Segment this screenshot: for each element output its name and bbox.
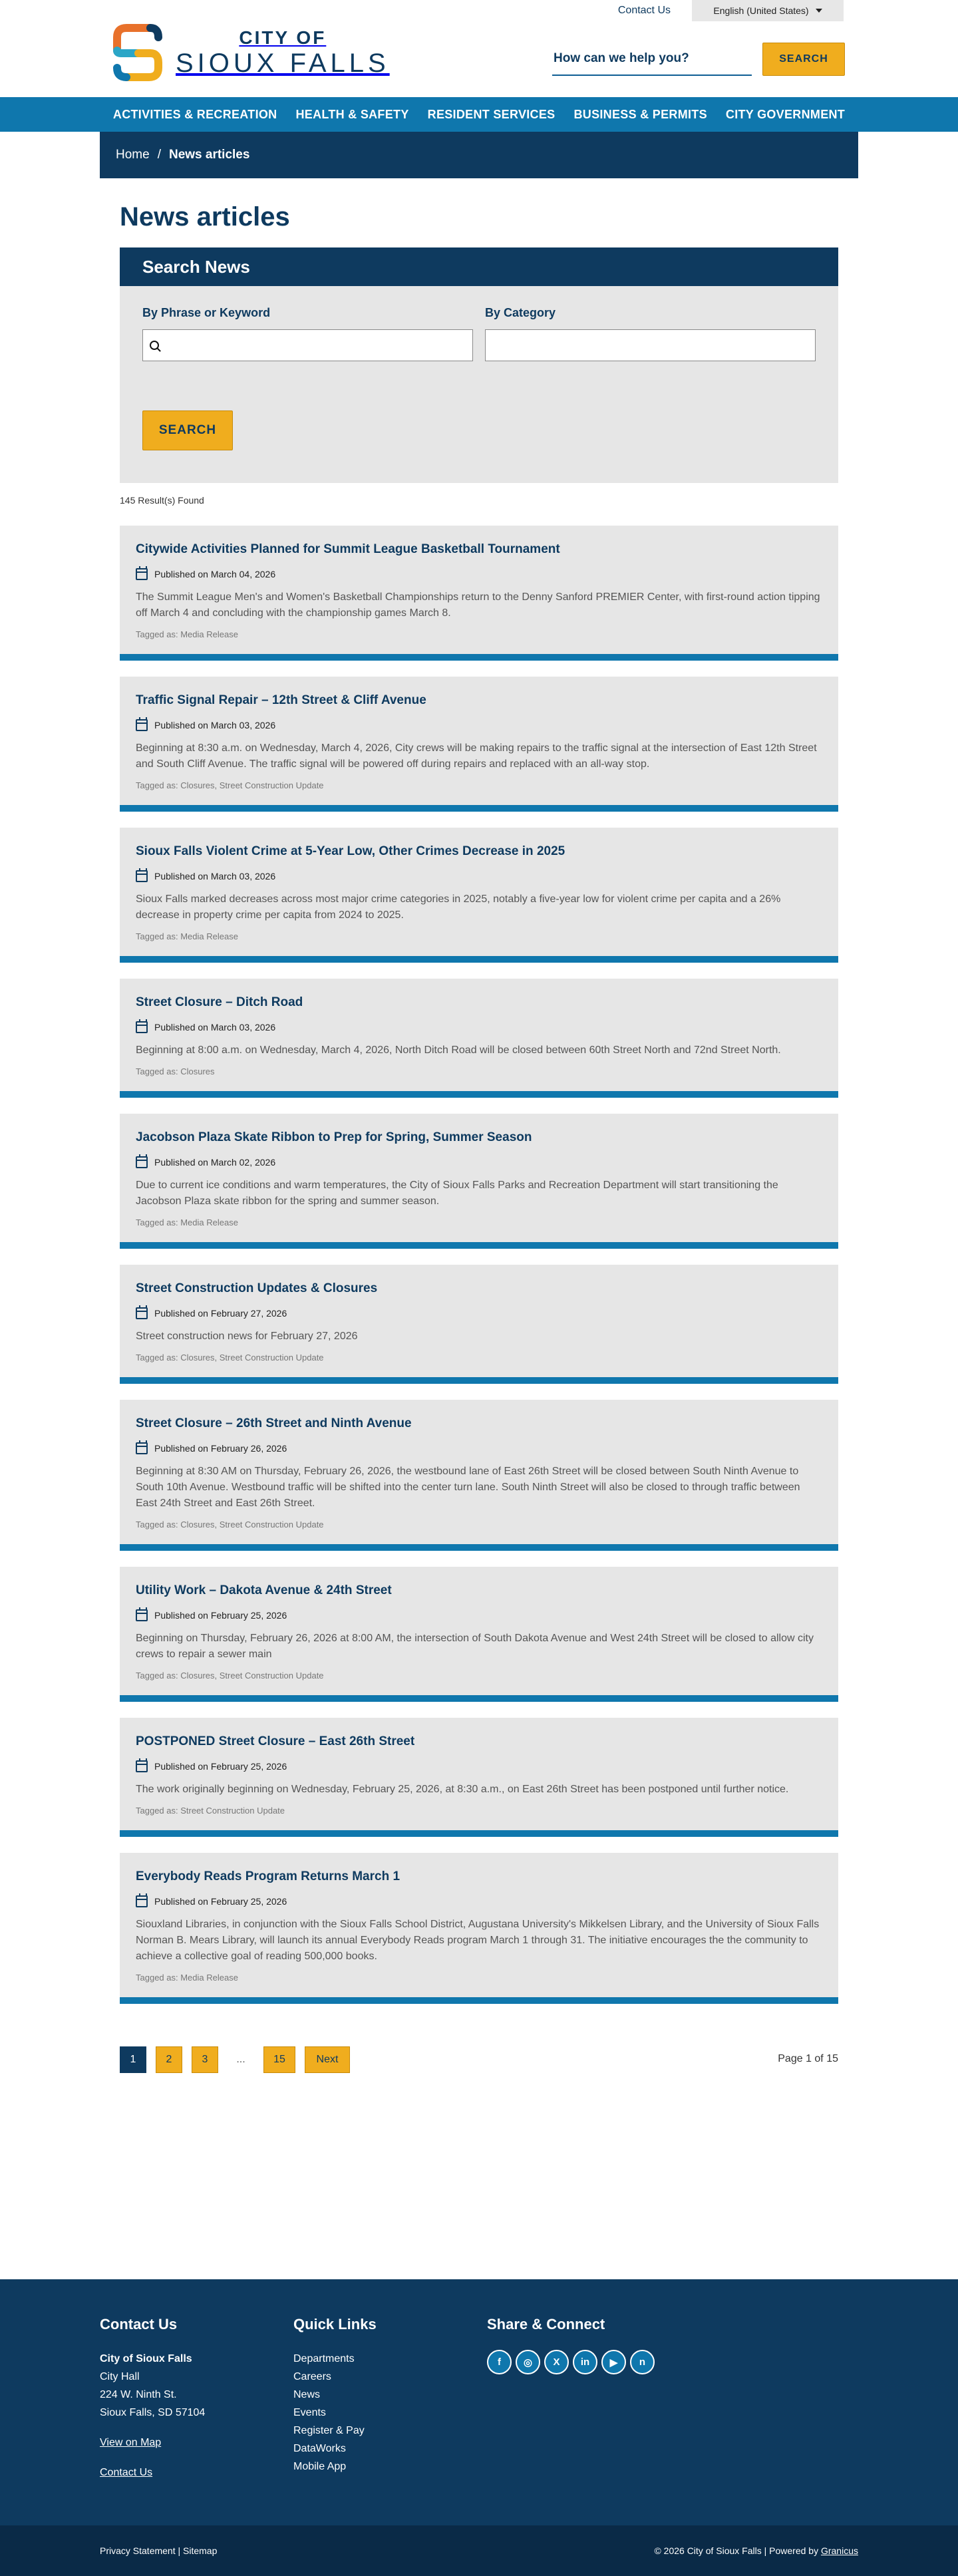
page-3-button[interactable]: 3 bbox=[192, 2046, 218, 2073]
article-date: Published on March 03, 2026 bbox=[154, 1022, 276, 1033]
calendar-icon bbox=[136, 1895, 148, 1907]
page-15-button[interactable]: 15 bbox=[263, 2046, 295, 2073]
article-tags: Tagged as: Closures, Street Construction Update bbox=[136, 780, 324, 790]
breadcrumb-separator: / bbox=[157, 148, 161, 162]
header-search-input[interactable] bbox=[552, 43, 752, 76]
article-title-link[interactable]: Utility Work – Dakota Avenue & 24th Street bbox=[136, 1583, 392, 1597]
instagram-icon[interactable]: ◎ bbox=[516, 2350, 540, 2374]
footer-contact-heading: Contact Us bbox=[100, 2316, 178, 2333]
footer-contact-us-link[interactable]: Contact Us bbox=[100, 2467, 153, 2478]
nav-resident-services[interactable]: RESIDENT SERVICES bbox=[427, 107, 556, 121]
logo-city-of: CITY OF bbox=[239, 27, 327, 48]
footer-link-dataworks[interactable]: DataWorks bbox=[293, 2443, 346, 2454]
news-article bbox=[120, 1853, 838, 2004]
article-title-link[interactable]: Everybody Reads Program Returns March 1 bbox=[136, 1869, 400, 1883]
article-meta bbox=[136, 869, 822, 884]
article-tags: Tagged as: Closures bbox=[136, 1066, 215, 1076]
keyword-input-wrapper bbox=[142, 329, 473, 361]
article-date: Published on March 03, 2026 bbox=[154, 720, 276, 730]
article-title-link[interactable]: Street Closure – Ditch Road bbox=[136, 995, 303, 1009]
breadcrumb bbox=[100, 132, 858, 178]
results-count: 145 Result(s) Found bbox=[120, 495, 204, 506]
x-icon[interactable]: X bbox=[544, 2350, 569, 2374]
news-article bbox=[120, 1567, 838, 1702]
facebook-icon[interactable]: f bbox=[487, 2350, 512, 2374]
article-summary: Beginning at 8:00 a.m. on Wednesday, March 4, 2026, North Ditch Road will be closed between 60th Street North and 72nd Street North. bbox=[136, 1045, 781, 1056]
article-date: Published on February 27, 2026 bbox=[154, 1308, 287, 1319]
article-tags: Tagged as: Closures, Street Construction Update bbox=[136, 1671, 324, 1681]
news-article bbox=[120, 1265, 838, 1384]
article-date: Published on February 26, 2026 bbox=[154, 1443, 287, 1454]
article-meta bbox=[136, 1759, 822, 1774]
article-title-link[interactable]: Street Construction Updates & Closures bbox=[136, 1281, 378, 1295]
keyword-input[interactable] bbox=[164, 331, 472, 360]
breadcrumb-home[interactable]: Home bbox=[116, 148, 150, 162]
calendar-icon bbox=[136, 870, 148, 882]
copyright bbox=[654, 2545, 858, 2556]
footer-address-line: 224 W. Ninth St. bbox=[100, 2389, 177, 2400]
search-fields bbox=[120, 286, 838, 361]
keyword-field bbox=[142, 306, 473, 361]
social-links bbox=[487, 2350, 681, 2374]
article-meta bbox=[136, 718, 822, 732]
footer-address-line: City Hall bbox=[100, 2371, 140, 2382]
article-meta bbox=[136, 1306, 822, 1321]
article-tags: Tagged as: Street Construction Update bbox=[136, 1806, 285, 1816]
main-content bbox=[120, 201, 838, 2073]
article-summary: The work originally beginning on Wednesday, February 25, 2026, at 8:30 a.m., on East 26th Street has been postponed until further notice. bbox=[136, 1784, 789, 1795]
footer-contact bbox=[100, 2315, 293, 2482]
breadcrumb-current: News articles bbox=[168, 148, 250, 162]
article-tags: Tagged as: Closures, Street Construction Update bbox=[136, 1520, 324, 1530]
article-summary: Siouxland Libraries, in conjunction with the Sioux Falls School District, Augustana University's Mikkelsen Library, and the University of Sioux Falls Norman B. Mears Library, will launch its annual Everybody Reads program March 1 through 31. The initiative encourages the the community to achieve a collective goal of reading 500,000 books. bbox=[136, 1919, 820, 1962]
header-search-button[interactable]: SEARCH bbox=[762, 43, 845, 76]
article-date: Published on March 03, 2026 bbox=[154, 871, 276, 882]
news-article bbox=[120, 1718, 838, 1837]
copyright-text: © 2026 City of Sioux Falls | Powered by bbox=[654, 2545, 821, 2556]
granicus-link[interactable]: Granicus bbox=[820, 2545, 858, 2556]
footer-share bbox=[487, 2315, 681, 2482]
news-search-panel bbox=[120, 247, 838, 483]
language-select-value: English (United States) bbox=[713, 5, 809, 16]
footer-link-departments[interactable]: Departments bbox=[293, 2353, 355, 2364]
nextdoor-icon[interactable]: n bbox=[630, 2350, 655, 2374]
article-tags: Tagged as: Media Release bbox=[136, 629, 238, 639]
article-title-link[interactable]: Street Closure – 26th Street and Ninth Avenue bbox=[136, 1416, 412, 1430]
search-panel-heading: Search News bbox=[120, 247, 838, 286]
calendar-icon bbox=[136, 1760, 148, 1772]
article-date: Published on February 25, 2026 bbox=[154, 1896, 287, 1907]
city-logo-text bbox=[176, 27, 390, 78]
pagination-ellipsis: ... bbox=[236, 2054, 245, 2065]
footer-share-heading: Share & Connect bbox=[487, 2316, 605, 2333]
article-title-link[interactable]: Sioux Falls Violent Crime at 5-Year Low, Other Crimes Decrease in 2025 bbox=[136, 844, 565, 858]
article-summary: Street construction news for February 27, 2026 bbox=[136, 1331, 358, 1342]
keyword-label: By Phrase or Keyword bbox=[142, 306, 271, 319]
calendar-icon bbox=[136, 1609, 148, 1621]
news-article bbox=[120, 1114, 838, 1249]
footer-quick-links bbox=[293, 2315, 487, 2482]
calendar-icon bbox=[136, 568, 148, 580]
article-date: Published on March 02, 2026 bbox=[154, 1157, 276, 1168]
news-article bbox=[120, 1400, 838, 1551]
article-date: Published on March 04, 2026 bbox=[154, 569, 276, 579]
news-article bbox=[120, 677, 838, 812]
article-tags: Tagged as: Media Release bbox=[136, 1217, 238, 1227]
article-tags: Tagged as: Media Release bbox=[136, 931, 238, 941]
view-on-map-link[interactable]: View on Map bbox=[100, 2437, 162, 2448]
main-navigation bbox=[0, 97, 958, 132]
site-header bbox=[0, 0, 958, 97]
page-summary: Page 1 of 15 bbox=[778, 2053, 838, 2064]
calendar-icon bbox=[136, 1021, 148, 1033]
calendar-icon bbox=[136, 1307, 148, 1319]
footer-link-events[interactable]: Events bbox=[293, 2407, 326, 2418]
results-list bbox=[120, 526, 838, 2004]
youtube-icon[interactable]: ▶ bbox=[601, 2350, 626, 2374]
header-search bbox=[552, 43, 845, 76]
city-logo-mark-icon bbox=[112, 24, 164, 81]
article-summary: Beginning at 8:30 AM on Thursday, February 26, 2026, the westbound lane of East 26th Street will be closed between South Ninth Avenue to South 10th Avenue. Westbound traffic will be shifted into the center turn lane. South Ninth Street will also be closed to through traffic between East 24th Street and East 26th Street. bbox=[136, 1466, 800, 1509]
article-title-link[interactable]: Jacobson Plaza Skate Ribbon to Prep for Spring, Summer Season bbox=[136, 1130, 532, 1144]
footer-org-name: City of Sioux Falls bbox=[100, 2353, 192, 2364]
city-logo[interactable] bbox=[112, 24, 391, 81]
article-meta bbox=[136, 1020, 822, 1035]
calendar-icon bbox=[136, 719, 148, 731]
news-search-button[interactable]: SEARCH bbox=[142, 410, 233, 450]
page-title: News articles bbox=[120, 202, 290, 232]
footer-columns bbox=[100, 2315, 681, 2482]
article-title-link[interactable]: Traffic Signal Repair – 12th Street & Cliff Avenue bbox=[136, 693, 426, 707]
footer-link-register-pay[interactable]: Register & Pay bbox=[293, 2425, 365, 2436]
article-meta bbox=[136, 1608, 822, 1623]
footer-link-mobile-app[interactable]: Mobile App bbox=[293, 2461, 347, 2472]
footer-link-news[interactable]: News bbox=[293, 2389, 321, 2400]
article-meta bbox=[136, 1441, 822, 1456]
footer-link-careers[interactable]: Careers bbox=[293, 2371, 331, 2382]
article-tags: Tagged as: Closures, Street Construction Update bbox=[136, 1353, 324, 1363]
sub-footer bbox=[0, 2525, 958, 2576]
nav-business-permits[interactable]: BUSINESS & PERMITS bbox=[573, 107, 707, 121]
article-summary: The Summit League Men's and Women's Basketball Championships return to the Denny Sanford PREMIER Center, with first-round action tipping off March 4 and concluding with the championship games March 8. bbox=[136, 591, 820, 619]
article-date: Published on February 25, 2026 bbox=[154, 1761, 287, 1772]
search-icon bbox=[150, 341, 159, 350]
nav-health-safety[interactable]: HEALTH & SAFETY bbox=[295, 107, 409, 121]
footer-address-line: Sioux Falls, SD 57104 bbox=[100, 2407, 206, 2418]
article-title-link[interactable]: Citywide Activities Planned for Summit League Basketball Tournament bbox=[136, 542, 560, 556]
privacy-sitemap-links[interactable]: Privacy Statement | Sitemap bbox=[100, 2545, 218, 2556]
logo-sioux-falls: SIOUX FALLS bbox=[176, 49, 390, 78]
chevron-down-icon bbox=[816, 9, 822, 13]
article-summary: Beginning at 8:30 a.m. on Wednesday, March 4, 2026, City crews will be making repairs to the traffic signal at the intersection of East 12th Street and South Cliff Avenue. The traffic signal will be powered off during repairs and replaced with an all-way stop. bbox=[136, 742, 817, 770]
article-meta bbox=[136, 1155, 822, 1170]
article-meta bbox=[136, 1894, 822, 1909]
page-2-button[interactable]: 2 bbox=[156, 2046, 182, 2073]
news-article bbox=[120, 828, 838, 963]
calendar-icon bbox=[136, 1442, 148, 1454]
pagination bbox=[120, 2046, 838, 2073]
article-summary: Beginning on Thursday, February 26, 2026 at 8:00 AM, the intersection of South Dakota Avenue and West 24th Street will be closed to allow city crews to repair a sewer main bbox=[136, 1633, 814, 1660]
utility-bar bbox=[618, 0, 844, 21]
page-1-button[interactable]: 1 bbox=[120, 2046, 146, 2073]
site-footer bbox=[0, 2279, 958, 2525]
next-page-button[interactable]: Next bbox=[305, 2046, 350, 2073]
article-title-link[interactable]: POSTPONED Street Closure – East 26th Street bbox=[136, 1734, 415, 1748]
calendar-icon bbox=[136, 1156, 148, 1168]
news-article bbox=[120, 979, 838, 1098]
language-select[interactable] bbox=[692, 0, 844, 21]
category-field bbox=[485, 306, 816, 361]
article-summary: Sioux Falls marked decreases across most major crime categories in 2025, notably a five-year low for violent crime per capita and a 26% decrease in property crime per capita from 2024 to 2025. bbox=[136, 893, 781, 921]
news-article bbox=[120, 526, 838, 661]
article-summary: Due to current ice conditions and warm temperatures, the City of Sioux Falls Parks and Recreation Department will start transitioning the Jacobson Plaza skate ribbon for the spring and summer season. bbox=[136, 1180, 778, 1207]
article-date: Published on February 25, 2026 bbox=[154, 1610, 287, 1621]
article-meta bbox=[136, 567, 822, 581]
linkedin-icon[interactable]: in bbox=[573, 2350, 597, 2374]
article-tags: Tagged as: Media Release bbox=[136, 1973, 238, 1983]
nav-activities-recreation[interactable]: ACTIVITIES & RECREATION bbox=[112, 107, 277, 121]
category-select[interactable] bbox=[485, 329, 816, 361]
contact-us-link[interactable]: Contact Us bbox=[617, 5, 671, 16]
nav-city-government[interactable]: CITY GOVERNMENT bbox=[725, 107, 846, 121]
footer-quick-links-heading: Quick Links bbox=[293, 2316, 377, 2333]
category-label: By Category bbox=[485, 306, 556, 319]
